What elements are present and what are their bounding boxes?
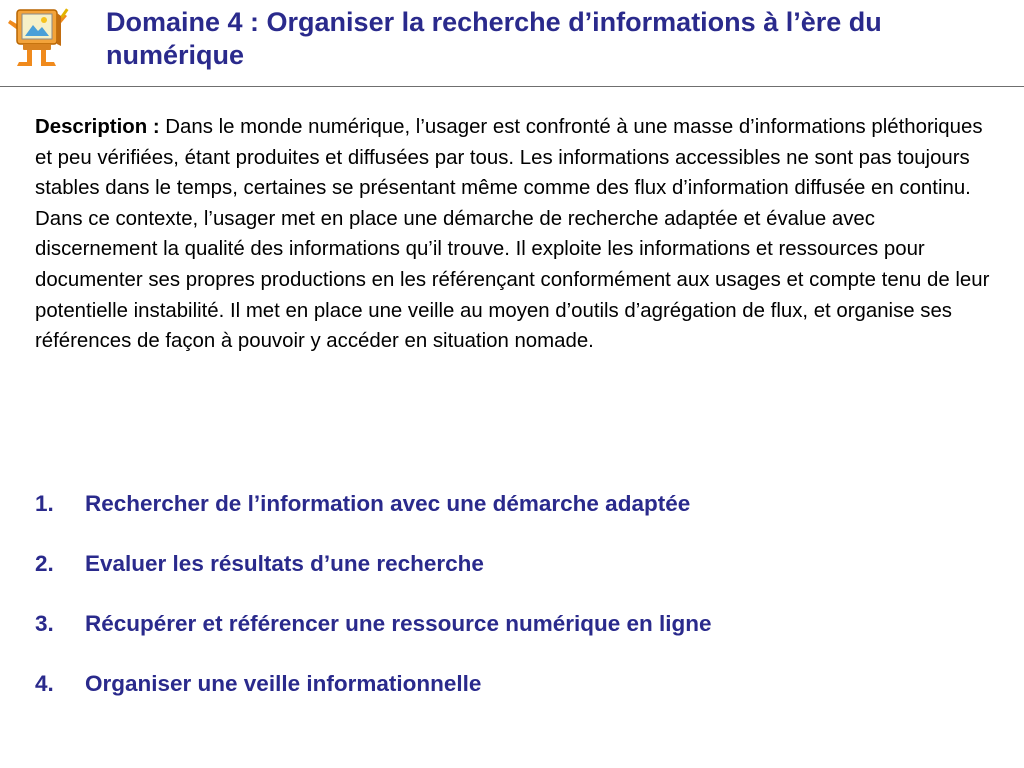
list-item-text: Organiser une veille informationnelle — [85, 671, 482, 696]
competency-list — [35, 487, 995, 727]
list-item — [35, 547, 995, 607]
list-item-number: 4. — [35, 671, 54, 696]
list-item-text: Récupérer et référencer une ressource numérique en ligne — [85, 611, 712, 636]
description-text: Dans le monde numérique, l’usager est confronté à une masse d’informations pléthoriques et peu vérifiées, étant produites et diffusées par tous. Les informations accessibles ne sont pas toujours stables dans le temps, certaines se présentant même comme des flux d’information diffusée en continu. Dans ce contexte, l’usager met en place une démarche de recherche adaptée et évalue avec discernement la qualité des informations qu’il trouve. Il exploite les informations et ressources pour documenter ses propres productions en les référençant conformément aux usages et compte tenu de leur potentielle instabilité. Il met en place une veille au moyen d’outils d’agrégation de flux, et organise ses références de façon à pouvoir y accéder en situation nomade. — [35, 116, 990, 353]
title-divider — [0, 86, 1024, 87]
description-paragraph — [35, 112, 1000, 357]
list-item — [35, 607, 995, 667]
list-item-text: Evaluer les résultats d’une recherche — [85, 551, 484, 576]
list-item-text: Rechercher de l’information avec une démarche adaptée — [85, 491, 691, 516]
list-item-number: 1. — [35, 491, 54, 516]
computer-mascot-icon — [6, 4, 74, 70]
description-label: Description : — [35, 116, 160, 138]
list-item-number: 2. — [35, 551, 54, 576]
list-item — [35, 487, 995, 547]
list-item — [35, 667, 995, 727]
page-title: Domaine 4 : Organiser la recherche d’informations à l’ère du numérique — [106, 7, 882, 70]
list-item-number: 3. — [35, 611, 54, 636]
